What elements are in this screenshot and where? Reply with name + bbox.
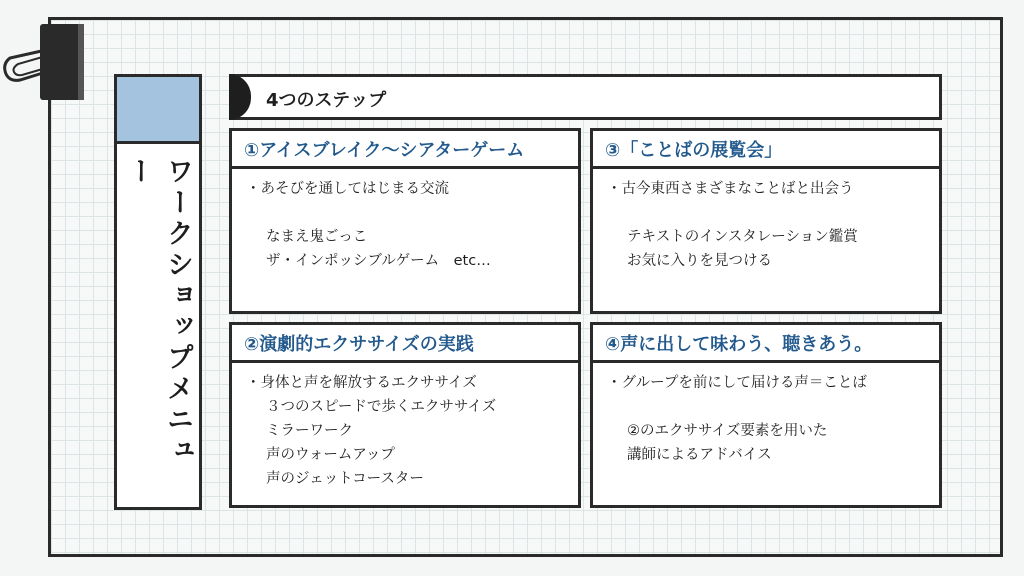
step-card-line: ミラーワーク bbox=[266, 423, 353, 439]
side-title: ワークショップメニュー bbox=[123, 157, 193, 467]
step-card-line: ②のエクササイズ要素を用いた bbox=[627, 423, 828, 439]
step-card-body bbox=[232, 169, 578, 273]
step-card-line: 声のウォームアップ bbox=[266, 447, 395, 463]
step-card-4 bbox=[590, 322, 942, 508]
step-card-line: ・身体と声を解放するエクササイズ bbox=[246, 375, 477, 391]
step-card-line: ・古今東西さまざまなことばと出会う bbox=[607, 181, 854, 197]
step-card-title: ①アイスブレイク〜シアターゲーム bbox=[232, 131, 578, 169]
steps-header bbox=[229, 74, 942, 120]
step-card-line: ザ・インポッシブルゲーム etc… bbox=[266, 253, 491, 269]
steps-title: 4つのステップ bbox=[266, 90, 387, 111]
step-card-body bbox=[232, 363, 578, 491]
step-card-line: テキストのインスタレーション鑑賞 bbox=[627, 229, 858, 245]
step-card-line: ３つのスピードで歩くエクササイズ bbox=[266, 399, 497, 415]
step-card-body bbox=[593, 169, 939, 273]
step-card-2 bbox=[229, 322, 581, 508]
side-title-panel bbox=[114, 74, 202, 510]
step-card-line: お気に入りを見つける bbox=[627, 253, 772, 269]
step-card-3 bbox=[590, 128, 942, 314]
step-card-line: ・あそびを通してはじまる交流 bbox=[246, 181, 449, 197]
step-card-line bbox=[246, 201, 578, 225]
half-circle-icon bbox=[229, 74, 251, 120]
step-card-line: 声のジェットコースター bbox=[266, 471, 424, 487]
step-card-title: ④声に出して味わう、聴きあう。 bbox=[593, 325, 939, 363]
step-card-1 bbox=[229, 128, 581, 314]
step-card-line: 講師によるアドバイス bbox=[627, 447, 772, 463]
side-title-accent bbox=[117, 77, 199, 144]
step-card-title: ③「ことばの展覧会」 bbox=[593, 131, 939, 169]
step-card-title: ②演劇的エクササイズの実践 bbox=[232, 325, 578, 363]
step-card-line: なまえ鬼ごっこ bbox=[266, 229, 368, 245]
step-card-line: ・グループを前にして届ける声＝ことば bbox=[607, 375, 867, 391]
step-card-line bbox=[607, 395, 939, 419]
step-card-line bbox=[607, 201, 939, 225]
step-card-body bbox=[593, 363, 939, 467]
binder-clip-icon bbox=[0, 20, 90, 110]
